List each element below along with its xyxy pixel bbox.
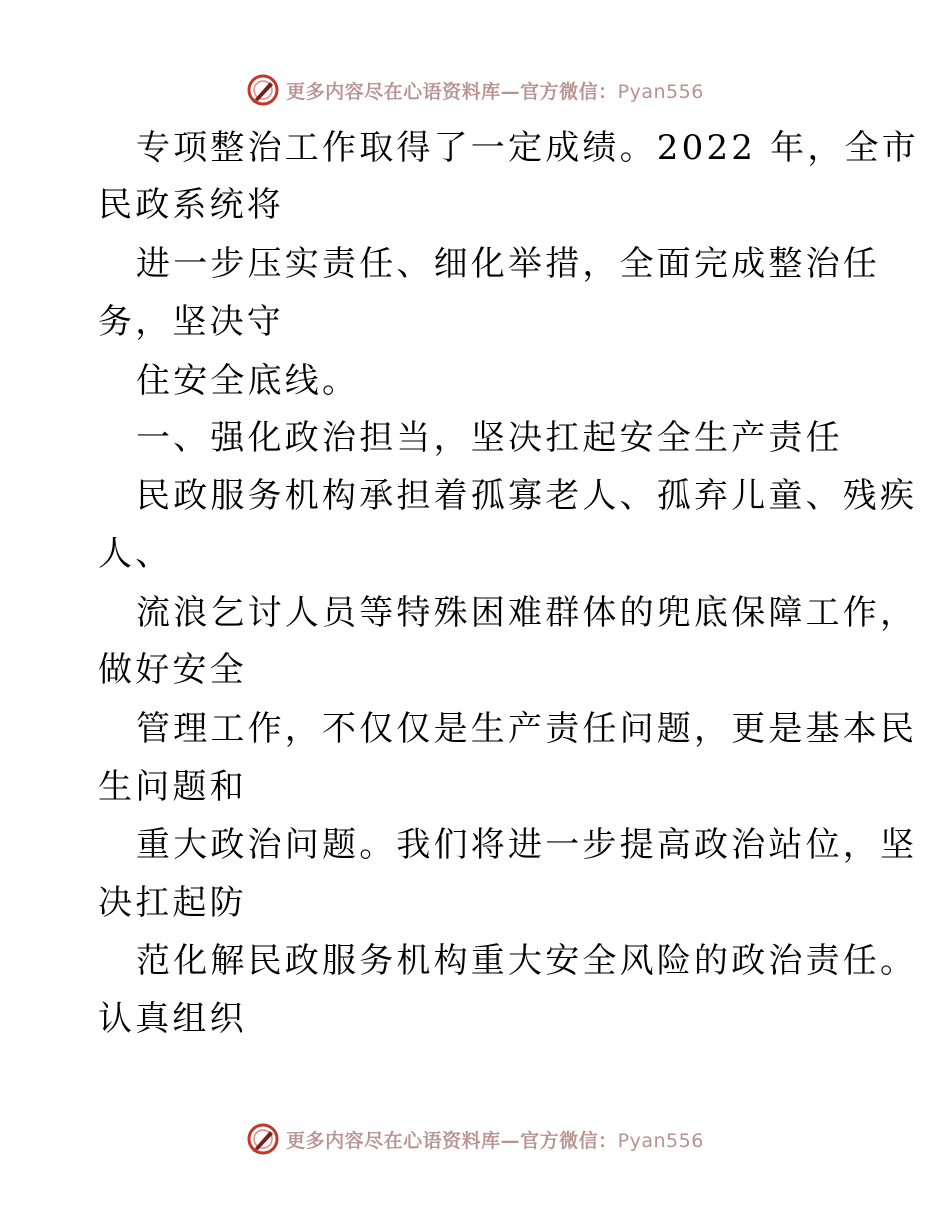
body-line: 进一步压实责任、细化举措，全面完成整治任 — [136, 244, 880, 284]
body-line: 做好安全 — [98, 650, 247, 690]
footer-banner-wechat-id: Pyan556 — [617, 1129, 704, 1152]
footer-watermark-banner — [0, 1119, 950, 1159]
footer-banner-text — [286, 1126, 704, 1153]
body-line: 生问题和 — [98, 767, 247, 807]
body-line: 重大政治问题。我们将进一步提高政治站位，坚 — [136, 825, 918, 865]
body-line: 流浪乞讨人员等特殊困难群体的兜底保障工作， — [136, 593, 918, 633]
body-line: 民政服务机构承担着孤寡老人、孤弃儿童、残疾 — [136, 476, 918, 516]
body-line: 住安全底线。 — [136, 361, 360, 401]
footer-banner-label: 更多内容尽在心语资料库—官方微信： — [286, 1129, 618, 1152]
header-banner-wechat-id: Pyan556 — [617, 80, 704, 103]
body-line: 范化解民政服务机构重大安全风险的政治责任。 — [136, 941, 918, 981]
pen-seal-logo-icon — [246, 1122, 280, 1156]
header-watermark-banner — [0, 70, 950, 110]
body-line: 务，坚决守 — [98, 302, 284, 342]
body-line: 认真组织 — [98, 999, 247, 1039]
body-line: 民政系统将 — [98, 185, 284, 225]
header-banner-label: 更多内容尽在心语资料库—官方微信： — [286, 80, 618, 103]
body-line: 人、 — [98, 534, 173, 574]
body-line: 决扛起防 — [98, 883, 247, 923]
section-heading: 一、强化政治担当，坚决扛起安全生产责任 — [136, 418, 843, 458]
pen-seal-logo-icon — [246, 73, 280, 107]
body-line: 专项整治工作取得了一定成绩。2022 年，全市 — [136, 128, 919, 168]
body-line: 管理工作，不仅仅是生产责任问题，更是基本民 — [136, 709, 918, 749]
header-banner-text — [286, 77, 704, 104]
